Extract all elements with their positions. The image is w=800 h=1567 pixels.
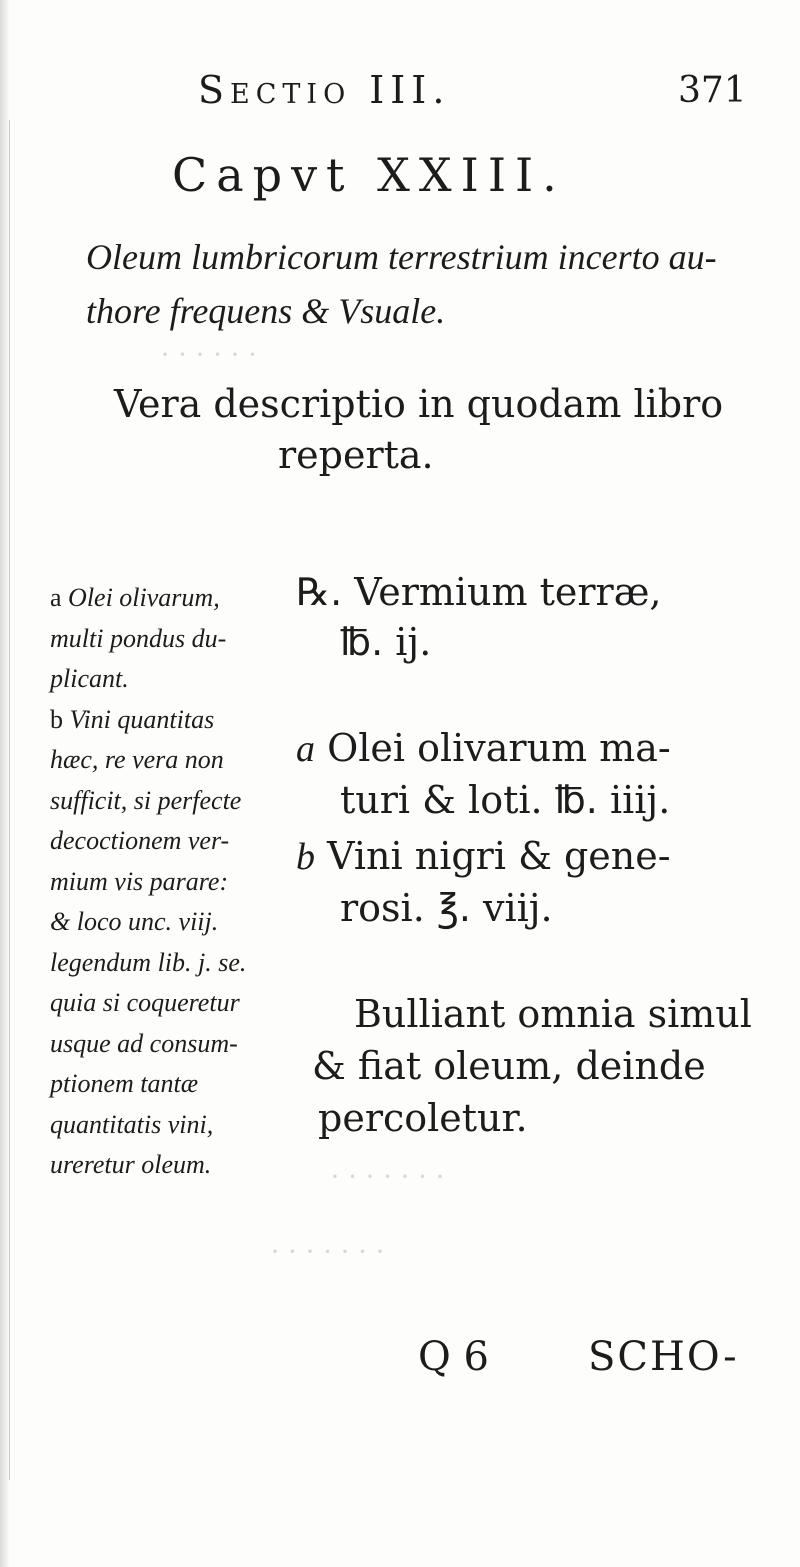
margin-note-line: ptionem tantæ xyxy=(50,1069,199,1098)
margin-note-text: Olei olivarum, xyxy=(68,583,220,612)
margin-note-line: plicant. xyxy=(50,664,129,693)
margin-note-line: legendum lib. j. se. xyxy=(50,947,247,977)
recipe-text: rosi. xyxy=(340,886,425,930)
note-marker-a: a xyxy=(50,583,62,612)
margin-note-line: quia si coqueretur xyxy=(50,988,240,1017)
show-through-mark: · · · · · · xyxy=(160,338,258,371)
recipe-text: turi & loti. xyxy=(340,778,543,822)
page-number: 371 xyxy=(678,70,747,111)
margin-note-line: mium vis parare: xyxy=(50,866,229,896)
subheading-line-1: Vera descriptio in quodam libro xyxy=(114,382,724,426)
heading-line-1: Oleum lumbricorum terrestrium incerto au- xyxy=(86,237,717,277)
margin-note-line: quantitatis vini, xyxy=(50,1109,214,1139)
recipe-text: Olei olivarum ma- xyxy=(327,726,671,770)
recipe-line-3 xyxy=(296,726,671,771)
margin-note-line xyxy=(50,578,290,619)
recipe-amount: viij. xyxy=(483,886,553,930)
margin-note-line: multi pondus du- xyxy=(50,623,227,653)
recipe-marker-a: a xyxy=(296,728,315,770)
pound-symbol-icon: ℔. xyxy=(554,778,598,822)
recipe-amount: iiij. xyxy=(609,778,671,822)
catchword: SCHO- xyxy=(588,1334,739,1380)
recipe-text: Vermium terræ, xyxy=(354,570,662,614)
recipe-text: Vini nigri & gene- xyxy=(327,834,671,878)
recipe-line-2 xyxy=(340,620,431,664)
margin-note-line: hæc, re vera non xyxy=(50,745,224,774)
recipe-line-9: percoletur. xyxy=(318,1096,528,1140)
binding-line xyxy=(9,120,10,1480)
recipe-line-7: Bulliant omnia simul xyxy=(354,992,752,1036)
pound-symbol-icon: ℔. xyxy=(340,620,384,664)
recipe-amount: ij. xyxy=(395,620,432,664)
margin-note-line: ureretur oleum. xyxy=(50,1150,212,1179)
margin-note-line: & loco unc. viij. xyxy=(50,907,219,936)
margin-notes xyxy=(50,578,290,1186)
margin-note-text: Vini quantitas xyxy=(69,704,215,734)
margin-note-line: usque ad consum- xyxy=(50,1028,238,1058)
show-through-mark: · · · · · · · xyxy=(270,1235,385,1268)
recipe-line-4 xyxy=(340,778,670,822)
recipe-line-6 xyxy=(340,886,553,930)
ounce-symbol-icon: ℥. xyxy=(436,886,471,930)
recipe-symbol-icon: ℞. xyxy=(296,570,343,614)
subheading-line-2: reperta. xyxy=(278,433,434,477)
signature-mark: Q 6 xyxy=(418,1334,489,1380)
recipe-line-1 xyxy=(296,570,662,614)
chapter-title: Capvt XXIII. xyxy=(172,148,566,202)
heading-line-2: thore frequens & Vsuale. xyxy=(86,291,446,331)
recipe-marker-b: b xyxy=(296,836,315,878)
note-marker-b: b xyxy=(50,704,63,734)
margin-note-line: sufficit, si perfecte xyxy=(50,785,242,815)
recipe-line-5 xyxy=(296,834,671,879)
show-through-mark: · · · · · · · xyxy=(330,1160,445,1193)
recipe-line-8: & fiat oleum, deinde xyxy=(312,1044,706,1088)
running-header-section: Sectio III. xyxy=(198,68,451,112)
margin-note-line: decoctionem ver- xyxy=(50,826,230,855)
margin-note-line xyxy=(50,700,290,741)
